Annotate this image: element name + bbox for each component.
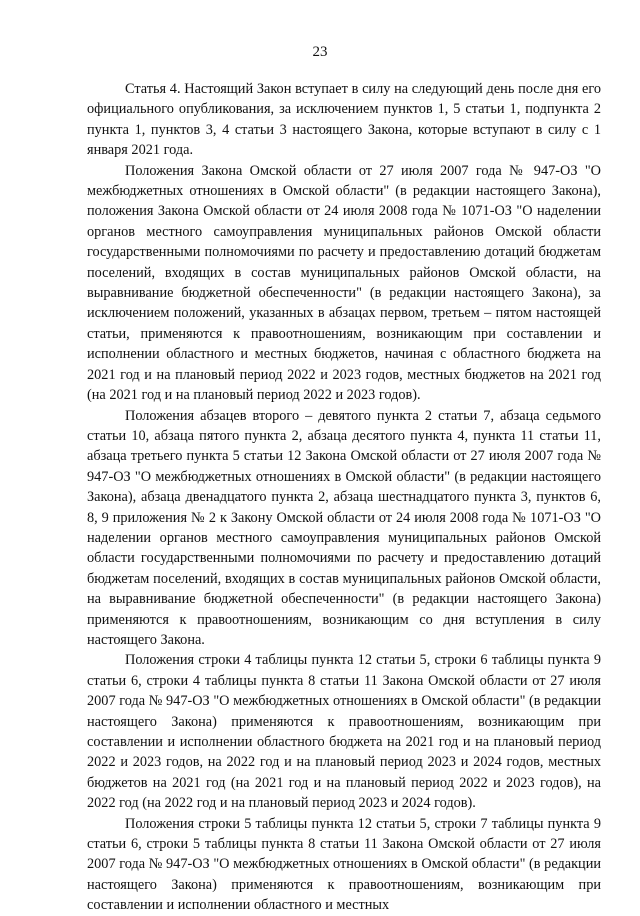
paragraph-article-4: Статья 4. Настоящий Закон вступает в силу на следующий день после дня его официального опубликования, за исключением пунктов 1, 5 статьи 1, подпункта 2 пункта 1, пунктов 3, 4 статьи 3 настоящего Закона, которые вступают в силу с 1 января 2021 года. [87, 81, 601, 159]
paragraph-provisions-row-5: Положения строки 5 таблицы пункта 12 статьи 5, строки 7 таблицы пункта 9 статьи 6, строки 5 таблицы пункта 8 статьи 11 Закона Омской области от 27 июля 2007 года № 947-ОЗ "О межбюджетных отношениях в Омской области" (в редакции настоящего Закона) применяются к правоотношениям, возникающим при составлении и исполнении областного и местных [87, 815, 601, 914]
paragraph-provisions-paragraphs: Положения абзацев второго – девятого пункта 2 статьи 7, абзаца седьмого статьи 10, абзаца пятого пункта 2, абзаца десятого пункта 4, пункта 11 статьи 11, абзаца третьего пункта 5 статьи 12 Закона Омской области от 27 июля 2007 года № 947-ОЗ "О межбюджетных отношениях в Омской области" (в редакции настоящего Закона), абзаца двенадцатого пункта 2, абзаца шестнадцатого пункта 3, пунктов 6, 8, 9 приложения № 2 к Закону Омской области от 24 июля 2008 года № 1071-ОЗ "О наделении органов местного самоуправления муниципальных районов Омской области государственными полномочиями по расчету и предоставлению дотаций бюджетам поселений, входящих в состав муниципальных районов Омской области, на выравнивание бюджетной обеспеченности" (в редакции настоящего Закона) применяются к правоотношениям, возникающим со дня вступления в силу настоящего Закона. [87, 407, 601, 648]
paragraph-law-provisions: Положения Закона Омской области от 27 июля 2007 года № 947-ОЗ "О межбюджетных отношениях в Омской области" (в редакции настоящего Закона), положения Закона Омской области от 24 июля 2008 года № 1071-ОЗ "О наделении органов местного самоуправления муниципальных районов Омской области государственными полномочиями по расчету и предоставлению дотаций бюджетам поселений, входящих в состав муниципальных районов Омской области, на выравнивание бюджетной обеспеченности" (в редакции настоящего Закона), за исключением положений, указанных в абзацах первом, третьем – пятом настоящей статьи, применяются к правоотношениям, возникающим при составлении и исполнении областного и местных бюджетов, начиная с областного бюджета на 2021 год и на плановый период 2022 и 2023 годов, местных бюджетов на 2021 год (на 2021 год и на плановый период 2022 и 2023 годов). [87, 162, 601, 404]
paragraph-provisions-row-4: Положения строки 4 таблицы пункта 12 статьи 5, строки 6 таблицы пункта 9 статьи 6, строки 4 таблицы пункта 8 статьи 11 Закона Омской области от 27 июля 2007 года № 947-ОЗ "О межбюджетных отношениях в Омской области" (в редакции настоящего Закона) применяются к правоотношениям, возникающим при составлении и исполнении областного бюджета на 2021 год и на плановый период 2022 и 2023 годов, на 2022 год и на плановый период 2023 и 2024 годов, местных бюджетов на 2021 год (на 2021 год и на плановый период 2022 и 2023 годов), на 2022 год (на 2022 год и на плановый период 2023 и 2024 годов). [87, 652, 601, 812]
page-number: 23 [312, 44, 328, 60]
document-body [87, 79, 601, 916]
